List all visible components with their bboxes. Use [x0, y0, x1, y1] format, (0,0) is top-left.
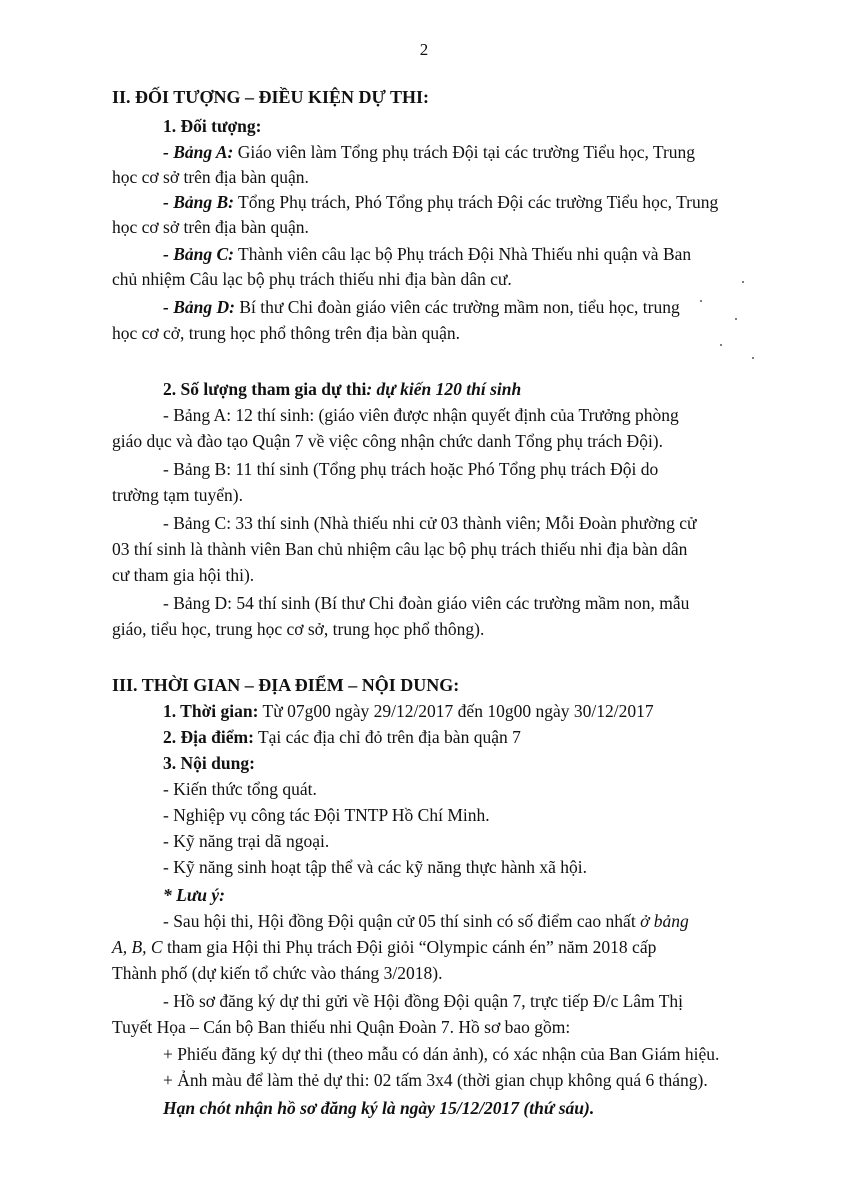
- note2-line1: - Hồ sơ đăng ký dự thi gửi về Hội đồng Đội quận 7, trực tiếp Đ/c Lâm Thị: [163, 991, 684, 1011]
- bang-b-label: - Bảng B:: [163, 192, 234, 212]
- place-label: 2. Địa điểm:: [163, 727, 254, 747]
- bang-b-text: Tổng Phụ trách, Phó Tổng phụ trách Đội các trường Tiểu học, Trung: [238, 192, 719, 212]
- quota-a-line1: - Bảng A: 12 thí sinh: (giáo viên được nhận quyết định của Trưởng phòng: [163, 405, 679, 425]
- bang-b-line2: học cơ sở trên địa bàn quận.: [112, 217, 309, 237]
- bang-c-text: Thành viên câu lạc bộ Phụ trách Đội Nhà Thiếu nhi quận và Ban: [238, 244, 692, 264]
- note1-boards: A, B, C: [112, 937, 163, 957]
- time-value: Từ 07g00 ngày 29/12/2017 đến 10g00 ngày 30/12/2017: [262, 701, 654, 721]
- bang-b-line1: [112, 191, 778, 213]
- time-line: [163, 700, 654, 722]
- quota-d-line1: - Bảng D: 54 thí sinh (Bí thư Chi đoàn giáo viên các trường mầm non, mẫu: [163, 593, 690, 613]
- bang-d-line1: [112, 296, 778, 318]
- scan-speck: [735, 318, 737, 320]
- note1-italic: ở bảng: [635, 911, 689, 931]
- bang-d-text: Bí thư Chi đoàn giáo viên các trường mầm non, tiểu học, trung: [239, 297, 680, 317]
- bang-c-label: - Bảng C:: [163, 244, 234, 264]
- quota-a-line2: giáo dục và đào tạo Quận 7 về việc công nhận chức danh Tổng phụ trách Đội).: [112, 431, 664, 451]
- section-heading-3: III. THỜI GIAN – ĐỊA ĐIỂM – NỘI DUNG:: [112, 675, 460, 695]
- subheading-doi-tuong: 1. Đối tượng:: [163, 116, 262, 136]
- bang-c-line2: chủ nhiệm Câu lạc bộ phụ trách thiếu nhi địa bàn dân cư.: [112, 269, 512, 289]
- note2-line2: Tuyết Họa – Cán bộ Ban thiếu nhi Quận Đoàn 7. Hồ sơ bao gồm:: [112, 1017, 571, 1037]
- quota-b-line2: trường tạm tuyển).: [112, 485, 244, 505]
- place-value: Tại các địa chỉ đỏ trên địa bàn quận 7: [257, 727, 521, 747]
- content-item: - Kỹ năng sinh hoạt tập thể và các kỹ năng thực hành xã hội.: [163, 857, 588, 877]
- content-item: - Kiến thức tổng quát.: [163, 779, 317, 799]
- note1-line2: [112, 936, 656, 958]
- bang-a-line1: [112, 141, 778, 163]
- scan-speck: [742, 281, 744, 283]
- note1-line1: [112, 910, 689, 932]
- note1-text2: tham gia Hội thi Phụ trách Đội giỏi “Olympic cánh én” năm 2018 cấp: [162, 937, 657, 957]
- bang-a-label: - Bảng A:: [163, 142, 234, 162]
- bang-a-line2: học cơ sở trên địa bàn quận.: [112, 167, 309, 187]
- subheading-so-luong: [163, 378, 521, 400]
- quota-c-line1: - Bảng C: 33 thí sinh (Nhà thiếu nhi cử 03 thành viên; Mỗi Đoàn phường cử: [163, 513, 697, 533]
- so-luong-value: : dự kiến 120 thí sinh: [366, 379, 522, 399]
- quota-c-line3: cư tham gia hội thi).: [112, 565, 255, 585]
- doc-item: + Ảnh màu để làm thẻ dự thi: 02 tấm 3x4 (thời gian chụp không quá 6 tháng).: [163, 1070, 708, 1090]
- section-heading-2: II. ĐỐI TƯỢNG – ĐIỀU KIỆN DỰ THI:: [112, 87, 430, 107]
- bang-d-label: - Bảng D:: [163, 297, 235, 317]
- place-line: [163, 726, 521, 748]
- content-item: - Kỹ năng trại dã ngoại.: [163, 831, 330, 851]
- scan-speck: [720, 344, 722, 346]
- quota-d-line2: giáo, tiểu học, trung học cơ sở, trung học phổ thông).: [112, 619, 485, 639]
- bang-a-text: Giáo viên làm Tổng phụ trách Đội tại các trường Tiểu học, Trung: [237, 142, 696, 162]
- so-luong-label: 2. Số lượng tham gia dự thi: [163, 379, 367, 399]
- deadline: Hạn chót nhận hồ sơ đăng ký là ngày 15/12/2017 (thứ sáu).: [163, 1098, 595, 1118]
- page-number: 2: [419, 40, 429, 59]
- scan-speck: [752, 357, 754, 359]
- note1-text: - Sau hội thi, Hội đồng Đội quận cử 05 thí sinh có số điểm cao nhất: [163, 911, 636, 931]
- note-label: * Lưu ý:: [163, 885, 226, 905]
- time-label: 1. Thời gian:: [163, 701, 259, 721]
- quota-c-line2: 03 thí sinh là thành viên Ban chủ nhiệm câu lạc bộ phụ trách thiếu nhi địa bàn dân: [112, 539, 688, 559]
- content-label: 3. Nội dung:: [163, 753, 255, 773]
- note1-line3: Thành phố (dự kiến tổ chức vào tháng 3/2018).: [112, 963, 443, 983]
- doc-item: + Phiếu đăng ký dự thi (theo mẫu có dán ảnh), có xác nhận của Ban Giám hiệu.: [163, 1044, 720, 1064]
- bang-c-line1: [112, 243, 778, 265]
- content-item: - Nghiệp vụ công tác Đội TNTP Hồ Chí Minh.: [163, 805, 490, 825]
- bang-d-line2: học cơ cở, trung học phổ thông trên địa bàn quận.: [112, 323, 461, 343]
- scan-speck: [700, 300, 702, 302]
- quota-b-line1: - Bảng B: 11 thí sinh (Tổng phụ trách hoặc Phó Tổng phụ trách Đội do: [163, 459, 659, 479]
